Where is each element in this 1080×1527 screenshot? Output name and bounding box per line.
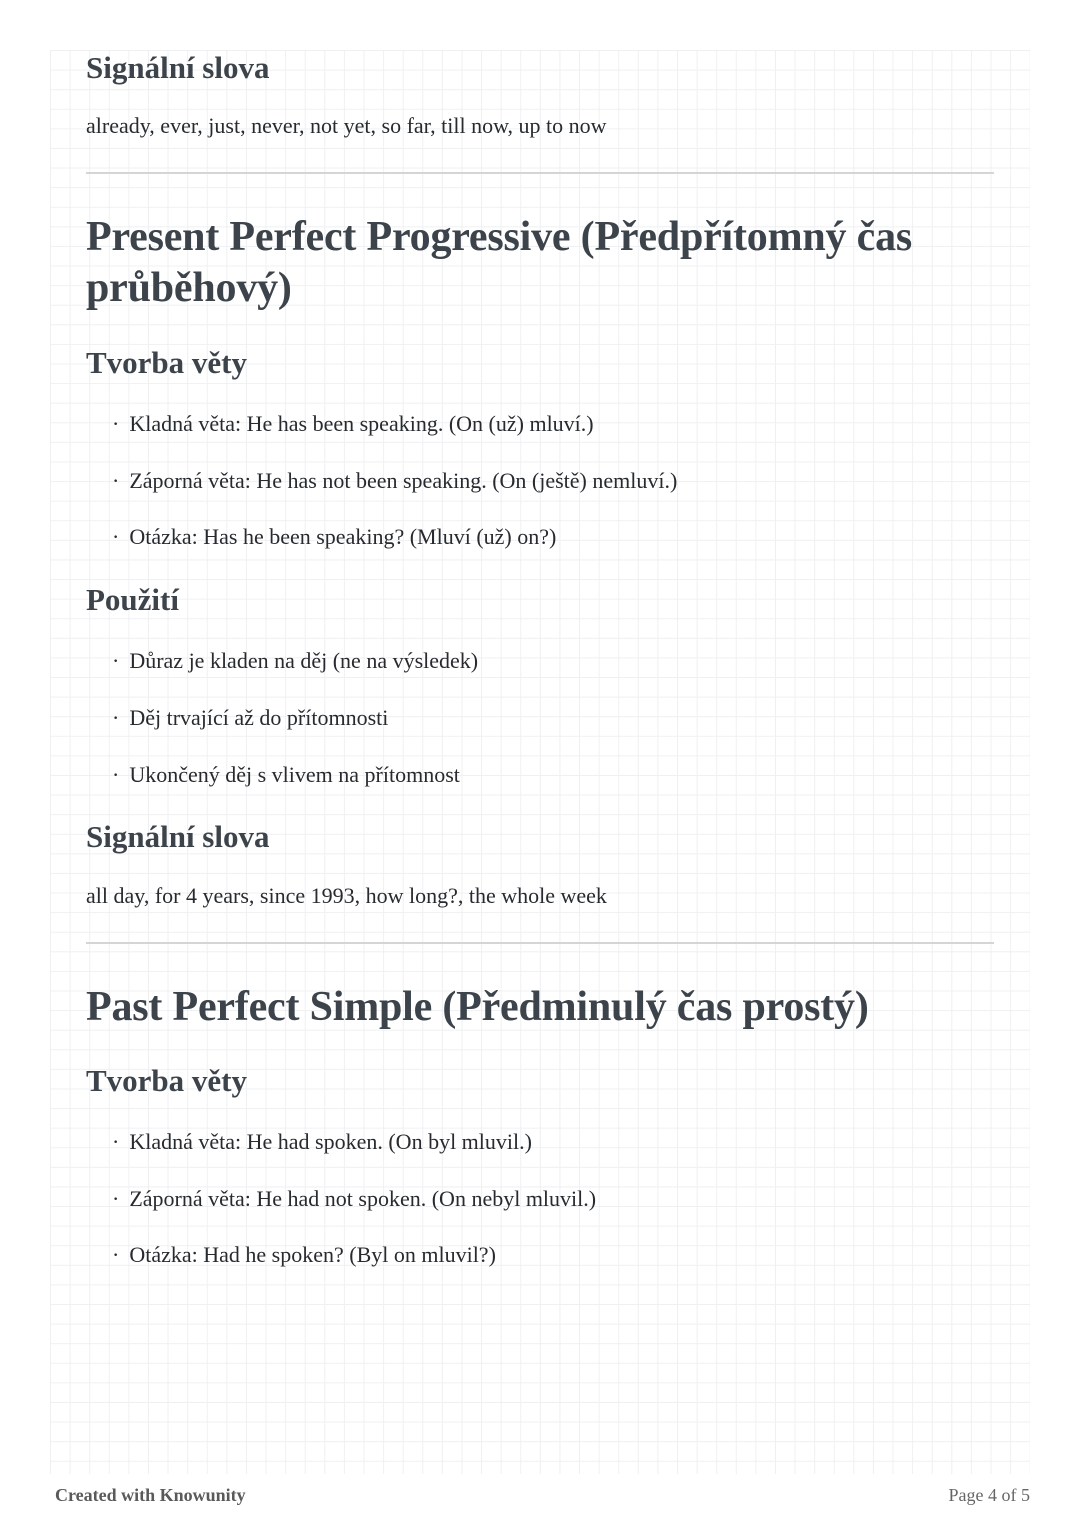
list-item (112, 703, 994, 733)
chapter-title-past-perfect-simple: Past Perfect Simple (Předminulý čas prostý) (86, 983, 869, 1030)
list-item (112, 760, 994, 790)
bullet-icon: · (112, 524, 120, 550)
bullet-icon: · (112, 648, 120, 674)
section-heading-formation-2: Tvorba věty (86, 1062, 248, 1098)
bullet-icon: · (112, 1129, 120, 1155)
list-item-text: Kladná věta: He has been speaking. (On (už) mluví.) (129, 410, 594, 436)
page-content (50, 48, 1030, 1270)
list-item-text: Děj trvající až do přítomnosti (129, 705, 389, 730)
section-divider (86, 172, 994, 174)
usage-list (86, 646, 994, 789)
list-item (112, 646, 994, 676)
section-heading-formation: Tvorba věty (86, 344, 248, 380)
bullet-icon: · (112, 1242, 120, 1268)
list-item (112, 466, 994, 496)
list-item-text: Otázka: Had he spoken? (Byl on mluvil?) (129, 1242, 496, 1268)
list-item (112, 522, 994, 552)
formation-list (86, 409, 994, 552)
signal-words-list-top: already, ever, just, never, not yet, so far, till now, up to now (86, 113, 607, 139)
bullet-icon: · (112, 705, 120, 730)
list-item (112, 409, 994, 439)
page-footer (55, 1485, 1030, 1506)
list-item-text: Záporná věta: He had not spoken. (On nebyl mluvil.) (129, 1185, 597, 1211)
list-item-text: Otázka: Has he been speaking? (Mluví (už) on?) (129, 524, 557, 550)
grid-paper (50, 50, 1030, 1474)
signal-words-list: all day, for 4 years, since 1993, how long?, the whole week (86, 882, 607, 908)
footer-page-number: Page 4 of 5 (948, 1485, 1030, 1505)
bullet-icon: · (112, 1185, 120, 1211)
bullet-icon: · (112, 467, 120, 493)
list-item (112, 1240, 994, 1270)
section-divider (86, 942, 994, 944)
list-item-text: Záporná věta: He has not been speaking. (On (ještě) nemluví.) (129, 467, 678, 493)
section-heading-signal-words: Signální slova (86, 819, 270, 855)
list-item (112, 1184, 994, 1214)
list-item (112, 1127, 994, 1157)
bullet-icon: · (112, 761, 120, 787)
formation-list-2 (86, 1127, 994, 1270)
section-heading-signal-words-top: Signální slova (86, 50, 270, 85)
list-item-text: Kladná věta: He had spoken. (On byl mluvil.) (129, 1129, 532, 1155)
chapter-title-present-perfect-progressive: Present Perfect Progressive (Předpřítomný čas průběhový) (86, 214, 913, 312)
bullet-icon: · (112, 410, 120, 436)
footer-credit: Created with Knowunity (55, 1485, 246, 1505)
list-item-text: Ukončený děj s vlivem na přítomnost (129, 761, 460, 787)
section-heading-usage: Použití (86, 582, 179, 618)
list-item-text: Důraz je kladen na děj (ne na výsledek) (129, 648, 479, 674)
